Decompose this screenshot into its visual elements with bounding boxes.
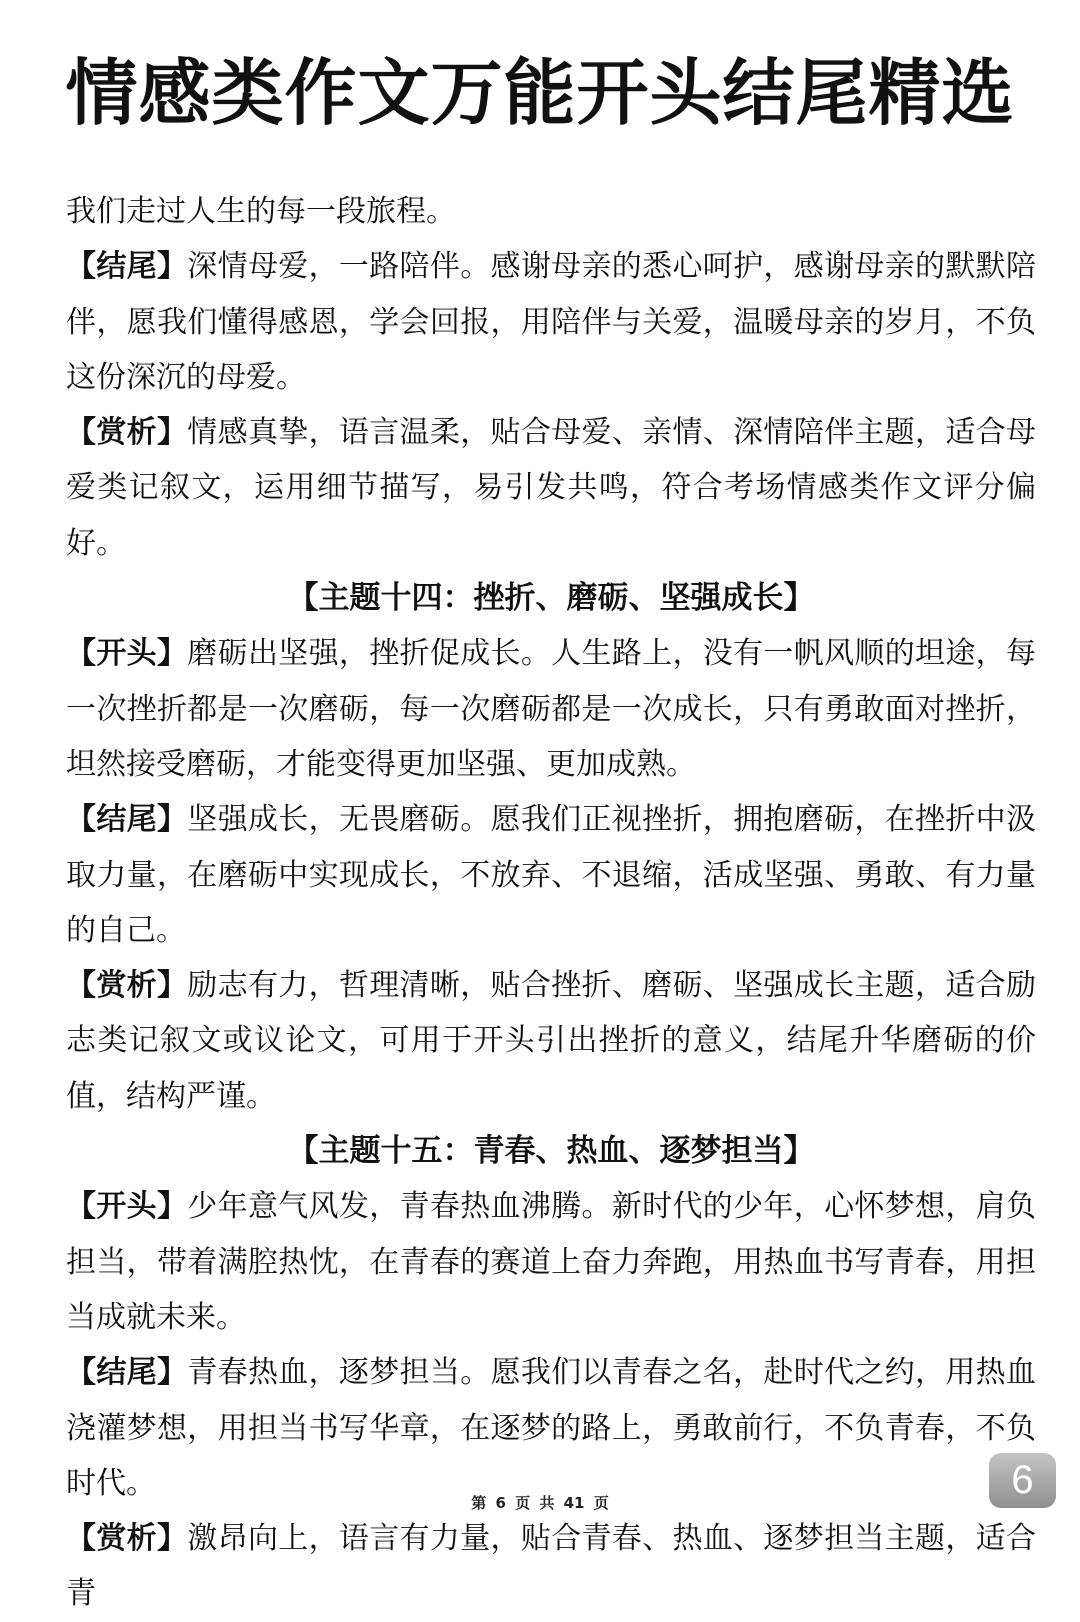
paragraph-tag: 【开头】 [66, 636, 188, 672]
paragraph [66, 1511, 1036, 1622]
section-heading: 【主题十四：挫折、磨砺、坚强成长】 [287, 580, 815, 617]
paragraph-tag: 【赏析】 [66, 1521, 188, 1557]
paragraph-text: 我们走过人生的每一段旅程。 [66, 194, 456, 229]
paragraph-text: 情感真挚，语言温柔，贴合母爱、亲情、深情陪伴主题，适合母爱类记叙文，运用细节描写，易引发共鸣，符合考场情感类作文评分偏好。 [66, 415, 1037, 561]
paragraph [66, 958, 1036, 1124]
paragraph-tag: 【赏析】 [66, 415, 188, 451]
paragraph-text: 坚强成长，无畏磨砺。愿我们正视挫折，拥抱磨砺，在挫折中汲取力量，在磨砺中实现成长，不放弃、不退缩，活成坚强、勇敢、有力量的自己。 [66, 802, 1037, 948]
section-heading: 【主题十五：青春、热血、逐梦担当】 [287, 1133, 815, 1170]
paragraph-text: 磨砺出坚强，挫折促成长。人生路上，没有一帆风顺的坦途，每一次挫折都是一次磨砺，每一次磨砺都是一次成长，只有勇敢面对挫折，坦然接受磨砺，才能变得更加坚强、更加成熟。 [66, 636, 1037, 782]
document-body [66, 184, 1036, 1622]
paragraph-text: 青春热血，逐梦担当。愿我们以青春之名，赴时代之约，用热血浇灌梦想，用担当书写华章，在逐梦的路上，勇敢前行，不负青春，不负时代。 [66, 1355, 1037, 1501]
page-number-badge: 6 [989, 1453, 1056, 1508]
paragraph-tag: 【赏析】 [66, 968, 188, 1004]
paragraph-tag: 【结尾】 [66, 249, 188, 285]
paragraph [66, 792, 1036, 958]
page-title: 情感类作文万能开头结尾精选 [65, 51, 1015, 135]
paragraph-text: 激昂向上，语言有力量，贴合青春、热血、逐梦担当主题，适合青 [66, 1521, 1037, 1612]
paragraph-tag: 【结尾】 [66, 1355, 188, 1391]
paragraph-text: 励志有力，哲理清晰，贴合挫折、磨砺、坚强成长主题，适合励志类记叙文或议论文，可用于开头引出挫折的意义，结尾升华磨砺的价值，结构严谨。 [66, 968, 1037, 1114]
paragraph-tag: 【结尾】 [66, 802, 188, 838]
paragraph-text: 深情母爱，一路陪伴。感谢母亲的悉心呵护，感谢母亲的默默陪伴，愿我们懂得感恩，学会回报，用陪伴与关爱，温暖母亲的岁月，不负这份深沉的母爱。 [66, 249, 1037, 395]
paragraph [66, 626, 1036, 792]
paragraph [66, 239, 1036, 405]
paragraph [66, 1179, 1036, 1345]
paragraph [66, 1345, 1036, 1511]
page-footer: 第 6 页 共 41 页 [471, 1494, 609, 1512]
paragraph [66, 405, 1036, 571]
paragraph-tag: 【开头】 [66, 1189, 188, 1225]
paragraph-text: 少年意气风发，青春热血沸腾。新时代的少年，心怀梦想，肩负担当，带着满腔热忱，在青春的赛道上奋力奔跑，用热血书写青春，用担当成就未来。 [66, 1189, 1037, 1335]
paragraph [66, 184, 1036, 239]
